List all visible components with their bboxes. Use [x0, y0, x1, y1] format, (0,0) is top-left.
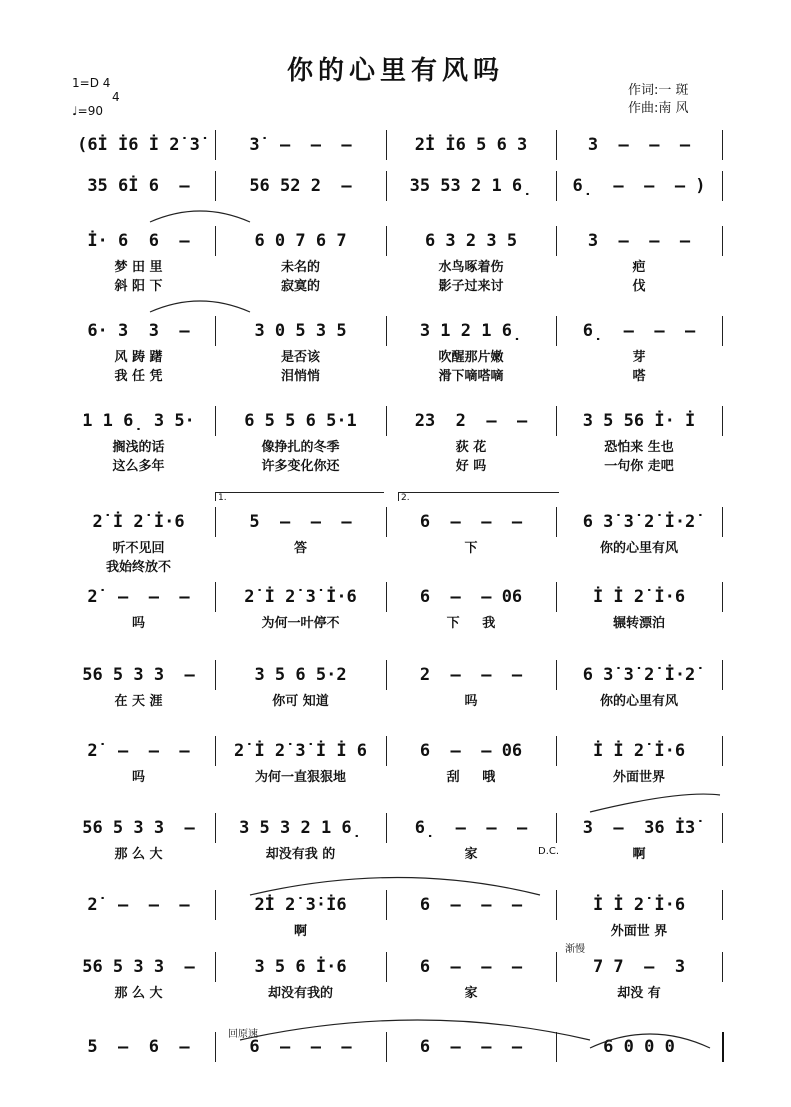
bar-line: [215, 890, 216, 920]
lyric: 这么多年: [112, 458, 165, 474]
bar-line: [386, 171, 387, 201]
measure: İ İ 2̇ İ·6: [592, 895, 686, 915]
bar-line: [722, 952, 723, 982]
bar-line: [215, 130, 216, 160]
measure: 35 53 2 1 6̣: [409, 176, 533, 196]
bar-line: [722, 1032, 724, 1062]
measure: 6 – – –: [419, 512, 523, 532]
measure: 5 – 6 –: [87, 1037, 190, 1057]
slur: [590, 794, 720, 812]
lyric: 外面世界: [612, 769, 665, 785]
lyric: 是否该: [280, 349, 320, 365]
bar-line: [722, 171, 723, 201]
bar-line: [386, 813, 387, 843]
bar-line: [386, 660, 387, 690]
tempo-mark: ♩=90: [72, 104, 103, 118]
time-top: 4: [102, 76, 111, 90]
lyric: 荻 花: [455, 439, 487, 455]
lyric: 许多变化你还: [261, 458, 340, 474]
measure: 6 – – –: [419, 1037, 523, 1057]
bar-line: [556, 1032, 557, 1062]
lyric: 啊: [632, 846, 646, 862]
lyric: 听不见回: [112, 540, 165, 556]
lyric: [219, 556, 382, 574]
lyric: 啊: [293, 923, 307, 939]
measure: 6 3 2 3 5: [424, 231, 518, 251]
lyric: 搁浅的话: [112, 439, 165, 455]
bar-line: [556, 507, 557, 537]
bar-line: [556, 316, 557, 346]
measure: 2̇ – – –: [87, 587, 190, 607]
bar-line: [556, 952, 557, 982]
lyric: 却没有我的: [267, 985, 333, 1001]
key-signature-block: [72, 76, 120, 118]
bar-line: [722, 316, 723, 346]
bar-line: [215, 582, 216, 612]
measure: 6 5 5 6 5·1: [244, 411, 357, 431]
lyric: 泪悄悄: [280, 368, 320, 384]
lyric: 在 天 涯: [114, 693, 163, 709]
measure: 56 5 3 3 –: [82, 957, 195, 977]
bar-line: [722, 406, 723, 436]
bar-line: [215, 813, 216, 843]
lyric: [560, 1062, 718, 1080]
bar-line: [215, 952, 216, 982]
key-sig: 1=D: [72, 76, 99, 90]
lyric: 却没有我 的: [265, 846, 336, 862]
lyric: 家: [464, 985, 478, 1001]
bar-line: [556, 406, 557, 436]
bar-line: [556, 226, 557, 256]
bar-line: [556, 736, 557, 766]
bar-line: [386, 507, 387, 537]
bar-line: [722, 130, 723, 160]
bar-line: [386, 316, 387, 346]
lyricist: 作词:一 斑: [628, 83, 689, 98]
lyric: 风 踌 躇: [114, 349, 163, 365]
lyric: 水鸟啄着伤: [438, 259, 504, 275]
bar-line: [556, 890, 557, 920]
measure: 6· 3 3 –: [87, 321, 190, 341]
bar-line: [722, 890, 723, 920]
measure: 2̇İ İ6 5 6 3: [414, 135, 528, 155]
measure: 56 52 2 –: [249, 176, 352, 196]
lyric: 好 吗: [455, 458, 487, 474]
bar-line: [386, 226, 387, 256]
lyric: 吗: [131, 615, 145, 631]
measure: 35 6İ 6 –: [87, 176, 190, 196]
measure: 6 3̇ 3̇ 2̇ İ·2̇: [582, 665, 696, 685]
bar-line: [722, 226, 723, 256]
measure: 3 0 5 3 5: [254, 321, 347, 341]
measure: 6̣ – – –: [582, 321, 696, 341]
volta-2: 2.: [398, 492, 559, 501]
bar-line: [556, 813, 557, 843]
bar-line: [215, 406, 216, 436]
bar-line: [386, 130, 387, 160]
lyric: 家: [464, 846, 478, 862]
bar-line: [556, 130, 557, 160]
bar-line: [722, 507, 723, 537]
composer: 作曲:南 风: [628, 101, 689, 116]
lyric: 答: [293, 540, 307, 556]
measure: 2̇ İ 2̇ 3̇ İ İ 6: [233, 741, 368, 761]
measure: 6 0 0 0: [603, 1037, 675, 1057]
measure: 6̣ – – –: [414, 818, 528, 838]
measure: 3 5 3 2 1 6̣: [239, 818, 362, 838]
measure: 6 0 7 6 7: [254, 231, 347, 251]
lyric: [560, 556, 718, 574]
measure: 2̇ – – –: [87, 741, 190, 761]
measure: 6 – – –: [419, 895, 523, 915]
dc-mark: D.C.: [538, 846, 560, 857]
measure: 23 2 – –: [414, 411, 528, 431]
bar-line: [215, 507, 216, 537]
lyric: 一句你 走吧: [604, 458, 674, 474]
measure: 3 5 56 İ· İ: [582, 411, 696, 431]
measure: 6̣ – – – ): [572, 176, 706, 196]
measure: 3 – – –: [587, 231, 691, 251]
bar-line: [722, 813, 723, 843]
bar-line: [722, 736, 723, 766]
slur: [150, 211, 250, 222]
measure: 2 – – –: [419, 665, 523, 685]
lyric: 芽: [632, 349, 646, 365]
measure: 6 – – 06: [419, 741, 523, 761]
lyric: 为何一叶停不: [261, 615, 340, 631]
slur: [150, 301, 250, 312]
lyric: 吹醒那片嫩: [438, 349, 504, 365]
lyric: 疤: [632, 259, 646, 275]
lyric: 辗转漂泊: [612, 615, 665, 631]
bar-line: [556, 171, 557, 201]
measure: 6 – – –: [419, 957, 523, 977]
lyric: 刮 哦: [446, 769, 496, 785]
measure: (6İ İ6 İ 2̇ 3̇: [77, 135, 200, 155]
lyric: 吗: [464, 693, 478, 709]
lyric: 你可 知道: [272, 693, 329, 709]
lyric: 那 么 大: [114, 846, 163, 862]
measure: 1 1 6̣ 3 5·: [82, 411, 195, 431]
measure: İ· 6 6 –: [87, 231, 190, 251]
measure: 6 – – –: [249, 1037, 352, 1057]
bar-line: [386, 736, 387, 766]
lyric: 未名的: [280, 259, 320, 275]
measure: 3 5 6 5·2: [254, 665, 347, 685]
measure: 3 5 6 İ·6: [254, 957, 347, 977]
measure: 2̇ İ 2̇ İ·6: [92, 512, 185, 532]
lyric: 寂寞的: [280, 278, 320, 294]
lyric: 嗒: [632, 368, 646, 384]
bar-line: [722, 582, 723, 612]
bar-line: [386, 406, 387, 436]
lyric: 那 么 大: [114, 985, 163, 1001]
lyric: 梦 田 里: [114, 259, 163, 275]
lyric: 却没 有: [617, 985, 661, 1001]
volta-1: 1.: [215, 492, 384, 501]
measure: 5 – – –: [249, 512, 352, 532]
bar-line: [386, 952, 387, 982]
measure: 7 7 – 3: [592, 957, 686, 977]
lyric: 外面世 界: [610, 923, 668, 939]
lyric: 斜 阳 下: [114, 278, 163, 294]
bar-line: [722, 660, 723, 690]
measure: İ İ 2̇ İ·6: [592, 587, 686, 607]
bar-line: [556, 582, 557, 612]
lyric: [66, 920, 211, 938]
lyric: 吗: [131, 769, 145, 785]
lyric: [390, 920, 552, 938]
measure: 2̇İ 2̇ 3̇·İ6: [254, 895, 347, 915]
credits: [628, 82, 689, 118]
measure: 3 – 36 İ3̇: [582, 818, 696, 838]
rit-mark: 渐慢: [565, 944, 585, 955]
lyric: 你的心里有风: [599, 540, 678, 556]
measure: 3 1 2 1 6̣: [419, 321, 523, 341]
measure: 6 – – 06: [419, 587, 523, 607]
bar-line: [215, 736, 216, 766]
lyric: 恐怕来 生也: [604, 439, 674, 455]
lyric: 伐: [632, 278, 646, 294]
bar-line: [215, 171, 216, 201]
measure: 3 – – –: [587, 135, 691, 155]
bar-line: [556, 660, 557, 690]
a-tempo-mark: 回原速: [228, 1029, 258, 1040]
song-title: 你的心里有风吗: [286, 56, 504, 86]
time-bottom: 4: [112, 90, 120, 104]
measure: 56 5 3 3 –: [82, 665, 195, 685]
lyric: [390, 556, 552, 574]
lyric: 我 任 凭: [114, 368, 163, 384]
lyric: 滑下嘀嗒嘀: [438, 368, 504, 384]
lyric: [66, 1062, 211, 1080]
bar-line: [215, 660, 216, 690]
bar-line: [215, 316, 216, 346]
lyric: 为何一直狠狠地: [254, 769, 346, 785]
lyric: 我始终放不: [105, 559, 171, 575]
measure: 2̇ – – –: [87, 895, 190, 915]
bar-line: [386, 582, 387, 612]
bar-line: [386, 1032, 387, 1062]
lyric: 下 我: [446, 615, 496, 631]
lyric: [390, 1062, 552, 1080]
measure: 3̇ – – –: [249, 135, 352, 155]
measure: 56 5 3 3 –: [82, 818, 195, 838]
measure: 2̇ İ 2̇ 3̇ İ·6: [244, 587, 357, 607]
bar-line: [215, 1032, 216, 1062]
lyric: 下: [464, 540, 478, 556]
lyric: [219, 1062, 382, 1080]
lyric: 像挣扎的冬季: [261, 439, 340, 455]
lyric: 影子过来讨: [438, 278, 504, 294]
measure: 6 3̇ 3̇ 2̇ İ·2̇: [582, 512, 696, 532]
bar-line: [386, 890, 387, 920]
measure: İ İ 2̇ İ·6: [592, 741, 686, 761]
lyric: 你的心里有风: [599, 693, 678, 709]
bar-line: [215, 226, 216, 256]
